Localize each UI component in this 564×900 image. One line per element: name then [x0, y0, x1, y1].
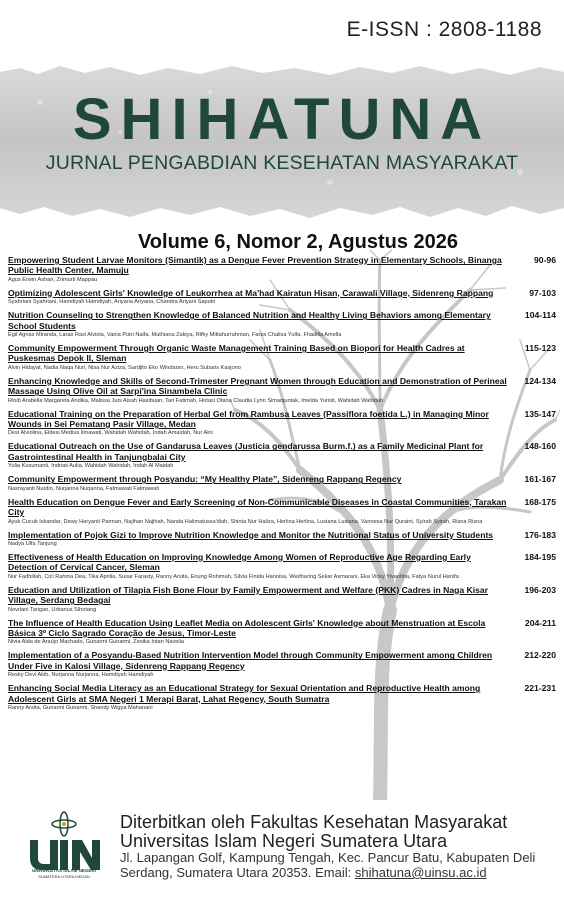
journal-title: SHIHATUNA — [72, 87, 492, 152]
toc-entry — [8, 497, 560, 527]
publisher-line-1: Diterbitkan oleh Fakultas Kesehatan Masyarakat — [120, 812, 508, 832]
article-title-link[interactable]: Educational Training on the Preparation of Herbal Gel from Rambusa Leaves (Passiflora foetida L.) in Managing Minor Wounds in Sei Pematang Pasir Village, Medan — [8, 408, 489, 430]
article-authors: Resky Devi Akib, Nurjanna Nurjanna, Hamdiyah Hamdiyah — [8, 672, 154, 679]
article-title-link[interactable]: Effectiveness of Health Education on Improving Knowledge Among Women of Reproductive Age Regarding Early Detection of Cervical Cancer, Sleman — [8, 551, 471, 573]
article-authors: Ranny Arsita, Gunarmi Gunarmi, Shandy Wigya Mahanani — [8, 704, 153, 711]
article-authors: Yulia Kusumanti, Indriati Aulia, Wahidah Wahidah, Indah Al Maidah — [8, 463, 174, 470]
article-authors: Agus Erwin Ashari, Zrimurti Mappau — [8, 276, 98, 283]
publisher-line-2: Universitas Islam Negeri Sumatera Utara — [120, 831, 448, 851]
toc-entry — [8, 585, 560, 615]
page-range: 221-231 — [524, 683, 556, 694]
article-title-link[interactable]: Enhancing Social Media Literacy as an Educational Strategy for Sexual Orientation and Reproductive Health among Adolescent Girls at SMA Negeri 1 Merapi Barat, Lahat Regency, South Sumatra — [8, 683, 481, 704]
page-range: 97-103 — [529, 287, 556, 298]
article-authors: Egil Agnas Miranda, Laras Rasi Alviola, Vania Putri Naifa, Muthiana Zakiya, Rifky Mittahurrahman, Farza Chalisa Yulfa, Fhadilla Amella — [8, 332, 342, 339]
article-authors: Nadya Ulfa Tanjung — [8, 540, 57, 547]
logo-subtext: SUMATERA UTARA MEDAN — [38, 874, 90, 879]
table-of-contents — [8, 255, 560, 716]
issn-label: E-ISSN : 2808-1188 — [346, 18, 542, 41]
article-title-link[interactable]: Educational Outreach on the Use of Gandarusa Leaves (Justicia gendarussa Burm.f.) as a Family Medicinal Plant for Gastrointestinal Health in Tanjungbalai City — [8, 441, 484, 462]
article-title-link[interactable]: Community Empowerment Through Organic Waste Management Training Based on Biopori for Health Cadres at Puskesmas Depok II, Sleman — [8, 343, 465, 364]
toc-entry — [8, 530, 560, 549]
article-authors: Desi Alviolina, Eldesi Medisa Ilmawati, Wahidah Wahidah, Indah Amaidah, Nur Aini — [8, 430, 213, 437]
page-range: 204-211 — [524, 617, 556, 628]
article-authors: Novriani Tarigan, Urbanus Sihotang — [8, 606, 97, 613]
address-text: Jl. Lapangan Golf, Kampung Tengah, Kec. Pancur Batu, Kabupaten Deli Serdang, Sumatera Utara 20353. Email: — [120, 850, 536, 880]
article-authors: Ayuk Cucuk Iskandar, Dewy Haryanti Parman, Najihan Najihah, Nanda Halimatussa'diah, Shinta Nur Haliza, Herlina Herlina, Lusiana Lusiana, Vannesa Nur Quraini, Syirah Syirah, Risna Risna — [8, 518, 483, 525]
toc-entry — [8, 343, 560, 373]
page-range: 161-167 — [524, 474, 556, 485]
toc-entry — [8, 310, 560, 340]
toc-entry — [8, 650, 560, 680]
page-range: 104-114 — [524, 310, 556, 321]
toc-entry — [8, 255, 560, 285]
article-title-link[interactable]: Nutrition Counseling to Strengthen Knowledge of Balanced Nutrition and Healthy Living Behaviors among Elementary School Students — [8, 310, 491, 331]
article-title-link[interactable]: Education and Utilization of Tilapia Fish Bone Flour by Family Empowerment and Welfare (PKK) Cadres in Naga Kisar Village, Serdang Bedagai — [8, 584, 489, 606]
page-range: 176-183 — [524, 529, 556, 540]
toc-entry — [8, 552, 560, 582]
article-title-link[interactable]: Empowering Student Larvae Monitors (Simantik) as a Dengue Fever Prevention Strategy in Elementary Schools, Binanga Public Health Center, Mamuju — [8, 255, 502, 276]
volume-heading: Volume 6, Nomor 2, Agustus 2026 — [137, 231, 459, 253]
journal-subtitle: JURNAL PENGABDIAN KESEHATAN MASYARAKAT — [45, 152, 519, 174]
article-authors: Nur Fadhillah, Cici Rahma Dea, Tika Aprilia, Susar Farasty, Ranny Arsita, Enung Rohimah, Silvia Finida Hannisa, Wedharing Sekar Asmarani, Eka Vicky Yivantina, Fatya Nurul Hanifa — [8, 573, 459, 580]
logo-text: UNIVERSITAS ISLAM NEGERI — [32, 868, 96, 873]
article-title-link[interactable]: Optimizing Adolescent Girls' Knowledge of Leukorrhea at Ma'had Kairatun Hisan, Carawali Village, Sidenreng Rappang — [8, 287, 494, 298]
toc-entry — [8, 618, 560, 648]
page-range: 196-203 — [524, 584, 556, 595]
toc-entry — [8, 409, 560, 439]
toc-entry — [8, 376, 560, 406]
article-title-link[interactable]: Community Empowerment through Posyandu: “My Healthy Plate”, Sidenreng Rappang Regency — [8, 474, 402, 485]
publisher-address — [120, 850, 550, 880]
article-title-link[interactable]: Implementation of Pojok Gizi to Improve Nutrition Knowledge and Monitor the Nutritional Status of University Students — [8, 529, 494, 540]
article-authors: Alvin Hidayat, Nadia Naqa Nuri, Nisa Nur Aziza, Sardjito Eko Windarso, Heru Subaris Kasjono — [8, 364, 241, 371]
page-range: 124-134 — [524, 375, 556, 386]
toc-entry — [8, 474, 560, 493]
toc-entry — [8, 441, 560, 471]
article-authors: Rindi Arabella Margareta Andika, Malissa Juni Aisah Hasibuan, Tari Fatimah, Hotasi Otana Claudia Lynn Simanjuntak, Imelda Yuristi, Wahidah Wahidah — [8, 397, 384, 404]
page-range: 115-123 — [524, 343, 556, 354]
page-range: 90-96 — [534, 255, 556, 265]
article-title-link[interactable]: The Influence of Health Education Using Leaflet Media on Adolescent Girls' Knowledge about Menstruation at Escola Básica 3º Ciclo Sagrado Coração de Jesus, Timor-Leste — [8, 617, 486, 638]
page-range: 135-147 — [524, 408, 556, 419]
article-authors: Nivia Alda de Araújo Machado, Gunarmi Gunarmi, Zesika Intan Navelia — [8, 639, 184, 646]
toc-entry — [8, 288, 560, 307]
article-authors: Syahriani Syahriani, Hamdiyah Hamdiyah, Ariyana Ariyana, Chandra Ariyani Saputri — [8, 299, 216, 306]
email-link[interactable]: shihatuna@uinsu.ac.id — [354, 865, 487, 880]
page-range: 148-160 — [524, 441, 556, 452]
page-range: 168-175 — [524, 496, 556, 507]
page-range: 184-195 — [524, 551, 556, 562]
article-title-link[interactable]: Implementation of a Posyandu-Based Nutrition Intervention Model through Community Empowerment among Children Under Five in Kalosi Village, Sidenreng Rappang Regency — [8, 650, 493, 671]
article-title-link[interactable]: Health Education on Dengue Fever and Early Screening of Non-Communicable Diseases in Coastal Communities, Tarakan City — [8, 496, 507, 518]
toc-entry — [8, 683, 560, 713]
article-authors: Nasrayanti Nurdin, Nurjanna Nurjanna, Fatmawati Fatmawati — [8, 485, 160, 492]
article-title-link[interactable]: Enhancing Knowledge and Skills of Second-Trimester Pregnant Women through Education and Demonstration of Perineal Massage Using Olive Oil at Sarpi'ina Sinambela Clinic — [8, 375, 507, 397]
page-range: 212-220 — [524, 650, 556, 661]
